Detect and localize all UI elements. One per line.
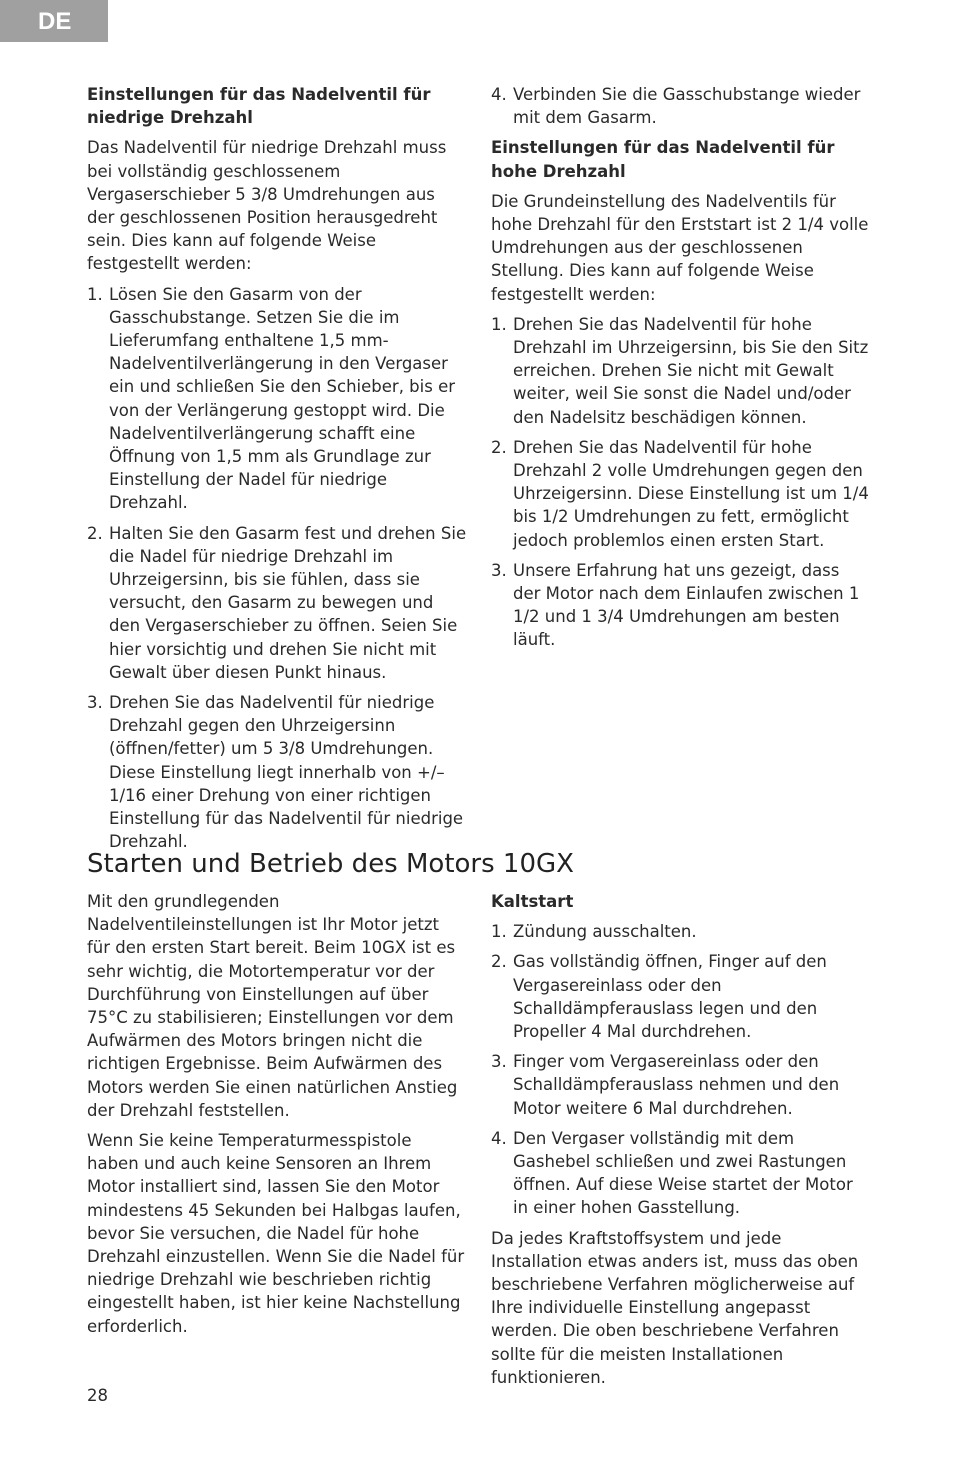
list-item: [491, 1127, 871, 1220]
low-speed-intro: Das Nadelventil für niedrige Drehzahl muss bei vollständig geschlossenem Vergaserschieber 5 3/8 Umdrehungen aus der geschlossenen Position herausgedreht sein. Dies kann auf folgende Weise festgestellt werden:: [87, 138, 447, 274]
list-item: [491, 1050, 871, 1120]
list-item: [491, 313, 871, 429]
right-column-lower: [491, 890, 871, 1396]
list-text: Drehen Sie das Nadelventil für niedrige Drehzahl gegen den Uhrzeigersinn (öffnen/fetter) um 5 3/8 Umdrehungen. Diese Einstellung liegt innerhalb von +/– 1/16 einer Drehung von einer richtigen Einstellung für das Nadelventil für niedrige Drehzahl.: [109, 693, 464, 852]
list-number: 1.: [87, 284, 103, 304]
list-text: Drehen Sie das Nadelventil für hohe Drehzahl im Uhrzeigersinn, bis Sie den Sitz erreichen. Drehen Sie nicht mit Gewalt weiter, weil Sie sonst die Nadel und/oder den Nadelsitz beschädigen können.: [513, 314, 869, 427]
left-column-lower: [87, 890, 467, 1345]
list-number: 1.: [491, 314, 507, 334]
list-text: Verbinden Sie die Gasschubstange wieder mit dem Gasarm.: [513, 85, 861, 128]
list-item: [491, 436, 871, 552]
list-number: 2.: [491, 437, 507, 457]
list-text: Drehen Sie das Nadelventil für hohe Drehzahl 2 volle Umdrehungen gegen den Uhrzeigersinn. Diese Einstellung ist um 1/4 bis 1/2 Umdrehungen zu fett, ermöglicht jedoch problemlos einen ersten Start.: [513, 437, 869, 550]
list-number: 4.: [491, 1128, 507, 1148]
list-number: 2.: [491, 952, 507, 972]
list-text: Halten Sie den Gasarm fest und drehen Sie die Nadel für niedrige Drehzahl im Uhrzeigersinn, bis sie fühlen, dass sie versucht, den Gasarm zu bewegen und den Vergaserschieber zu öffnen. Seien Sie hier vorsichtig und drehen Sie nicht mit Gewalt über diesen Punkt hinaus.: [109, 523, 467, 682]
high-speed-needle-heading: Einstellungen für das Nadelventil für hohe Drehzahl: [491, 138, 835, 181]
low-speed-needle-heading: Einstellungen für das Nadelventil für niedrige Drehzahl: [87, 85, 431, 128]
cold-start-steps: [491, 920, 871, 1219]
section-title: Starten und Betrieb des Motors 10GX: [87, 849, 574, 879]
left-column-upper: [87, 83, 467, 861]
list-text: Unsere Erfahrung hat uns gezeigt, dass der Motor nach dem Einlaufen zwischen 1 1/2 und 1 3/4 Umdrehungen am besten läuft.: [513, 560, 860, 650]
list-number: 3.: [491, 560, 507, 580]
list-item: [87, 691, 467, 853]
low-speed-steps: [87, 283, 467, 854]
list-text: Zündung ausschalten.: [513, 922, 697, 942]
list-number: 2.: [87, 523, 103, 543]
paragraph: Mit den grundlegenden Nadelventileinstellungen ist Ihr Motor jetzt für den ersten Start bereit. Beim 10GX ist es sehr wichtig, die Motortemperatur vor der Durchführung von Einstellungen auf über 75°C zu stabilisieren; Einstellungen vor dem Aufwärmen des Motors bringen nicht die richtigen Ergebnisse. Beim Aufwärmen des Motors werden Sie einen natürlichen Anstieg der Drehzahl feststellen.: [87, 892, 458, 1120]
cold-start-heading: Kaltstart: [491, 892, 574, 911]
list-number: 3.: [491, 1052, 507, 1072]
paragraph: Wenn Sie keine Temperaturmesspistole haben und auch keine Sensoren an Ihrem Motor installiert sind, lassen Sie den Motor mindestens 45 Sekunden bei Halbgas laufen, bevor Sie versuchen, die Nadel für hohe Drehzahl einzustellen. Wenn Sie die Nadel für niedrige Drehzahl wie beschrieben richtig eingestellt haben, ist hier keine Nachstellung erforderlich.: [87, 1131, 465, 1336]
list-item: [87, 283, 467, 515]
list-item: [491, 559, 871, 652]
list-item: [491, 83, 871, 129]
language-tab: DE: [0, 0, 108, 42]
list-item: [491, 950, 871, 1043]
list-text: Finger vom Vergasereinlass oder den Schalldämpferauslass nehmen und den Motor weitere 6 Mal durchdrehen.: [513, 1052, 840, 1118]
list-text: Den Vergaser vollständig mit dem Gashebel schließen und zwei Rastungen öffnen. Auf diese Weise startet der Motor in einer hohen Gasstellung.: [513, 1128, 853, 1218]
paragraph: Da jedes Kraftstoffsystem und jede Installation etwas anders ist, muss das oben beschriebene Verfahren möglicherweise auf Ihre individuelle Einstellung angepasst werden. Die oben beschriebene Verfahren sollte für die meisten Installationen funktionieren.: [491, 1228, 859, 1387]
continued-steps: [491, 83, 871, 129]
list-text: Gas vollständig öffnen, Finger auf den Vergasereinlass oder den Schalldämpferauslass legen und den Propeller 4 Mal durchdrehen.: [513, 952, 827, 1042]
page-number: 28: [87, 1386, 108, 1405]
list-number: 3.: [87, 693, 103, 713]
list-number: 1.: [491, 922, 507, 942]
list-number: 4.: [491, 85, 507, 104]
list-item: [87, 522, 467, 684]
high-speed-intro: Die Grundeinstellung des Nadelventils für hohe Drehzahl für den Erststart ist 2 1/4 volle Umdrehungen aus der geschlossenen Stellung. Dies kann auf folgende Weise festgestellt werden:: [491, 191, 869, 304]
list-item: [491, 920, 871, 943]
right-column-upper: [491, 83, 871, 659]
high-speed-steps: [491, 313, 871, 652]
list-text: Lösen Sie den Gasarm von der Gasschubstange. Setzen Sie die im Lieferumfang enthaltene 1,5 mm-Nadelventilverlängerung in den Vergaser ein und schließen Sie den Schieber, bis er von der Verlängerung gestoppt wird. Die Nadelventilverlängerung schafft eine Öffnung von 1,5 mm als Grundlage zur Einstellung der Nadel für niedrige Drehzahl.: [109, 284, 456, 513]
